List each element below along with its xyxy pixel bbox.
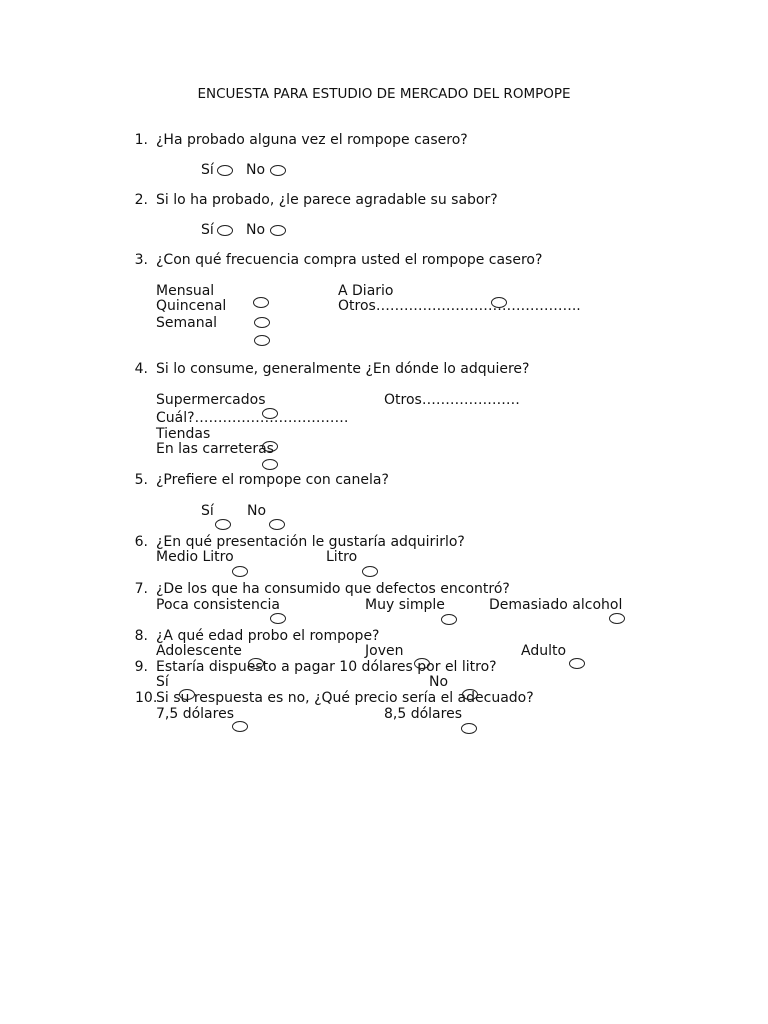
q5-option-yes-label: Sí <box>201 503 214 519</box>
q1-option-yes-radio[interactable] <box>217 165 233 176</box>
q10-option-8-5-radio[interactable] <box>461 723 477 734</box>
q7-option-too-much-alcohol-radio[interactable] <box>609 613 625 624</box>
q6-option-half-liter-label: Medio Litro <box>156 549 234 565</box>
q4-option-radio-3[interactable] <box>262 459 278 470</box>
q10-option-8-5-label: 8,5 dólares <box>384 706 462 722</box>
q2-option-no-label: No <box>246 222 266 238</box>
q3-number: 3. <box>134 252 148 268</box>
q3-option-radio-4[interactable] <box>491 297 507 308</box>
q4-option-supermarkets-label: Supermercados <box>156 392 266 408</box>
q10-option-7-5-radio[interactable] <box>232 721 248 732</box>
survey-title: ENCUESTA PARA ESTUDIO DE MERCADO DEL ROMPOPE <box>197 86 571 102</box>
q3-option-biweekly-label: Quincenal <box>156 298 227 314</box>
q5-number: 5. <box>134 472 148 488</box>
q7-option-too-simple-radio[interactable] <box>441 614 457 625</box>
q3-option-radio-3[interactable] <box>254 335 270 346</box>
q1-option-no-label: No <box>246 162 266 178</box>
q4-number: 4. <box>134 361 148 377</box>
q5-option-no-label: No <box>247 503 267 519</box>
q6-text: ¿En qué presentación le gustaría adquirirlo? <box>156 534 465 550</box>
q9-option-no-label: No <box>429 674 449 690</box>
q3-option-daily-label: A Diario <box>338 283 394 299</box>
q8-text: ¿A qué edad probo el rompope? <box>156 628 380 644</box>
q1-number: 1. <box>134 132 148 148</box>
q5-option-no-radio[interactable] <box>269 519 285 530</box>
q6-option-liter-radio[interactable] <box>362 566 378 577</box>
q4-option-which-label: Cuál?…………………………… <box>156 410 349 426</box>
q9-text: Estaría dispuesto a pagar 10 dólares por el litro? <box>156 659 497 675</box>
q5-option-yes-radio[interactable] <box>215 519 231 530</box>
q9-number: 9. <box>134 659 148 675</box>
q5-text: ¿Prefiere el rompope con canela? <box>156 472 389 488</box>
q4-option-radio-1[interactable] <box>262 408 278 419</box>
q8-option-adolescent-radio[interactable] <box>248 658 264 669</box>
q3-option-weekly-label: Semanal <box>156 315 218 331</box>
q7-option-too-simple-label: Muy simple <box>365 597 445 613</box>
q4-option-other-label: Otros………………… <box>384 392 520 408</box>
q7-text: ¿De los que ha consumido que defectos encontró? <box>156 581 510 597</box>
q6-number: 6. <box>134 534 148 550</box>
q1-option-yes-label: Sí <box>201 162 214 178</box>
q7-option-too-much-alcohol-label: Demasiado alcohol <box>489 597 623 613</box>
q2-text: Si lo ha probado, ¿le parece agradable su sabor? <box>156 192 498 208</box>
q3-option-other-label: Otros…………………………………….. <box>338 298 581 314</box>
q4-option-radio-2[interactable] <box>262 441 278 452</box>
q6-option-liter-label: Litro <box>326 549 358 565</box>
q2-option-yes-label: Sí <box>201 222 214 238</box>
q9-option-yes-radio[interactable] <box>179 689 195 700</box>
q6-option-half-liter-radio[interactable] <box>232 566 248 577</box>
q3-option-radio-2[interactable] <box>254 317 270 328</box>
q1-option-no-radio[interactable] <box>270 165 286 176</box>
q7-option-low-consistency-label: Poca consistencia <box>156 597 280 613</box>
q10-number: 10. <box>135 690 158 706</box>
q2-option-no-radio[interactable] <box>270 225 286 236</box>
q2-number: 2. <box>134 192 148 208</box>
q8-option-adult-radio[interactable] <box>569 658 585 669</box>
q3-text: ¿Con qué frecuencia compra usted el rompope casero? <box>156 252 543 268</box>
q9-option-yes-label: Sí <box>156 674 169 690</box>
q2-option-yes-radio[interactable] <box>217 225 233 236</box>
q8-option-adult-label: Adulto <box>521 643 567 659</box>
q4-option-stores-label: Tiendas <box>156 426 211 442</box>
q7-option-low-consistency-radio[interactable] <box>270 613 286 624</box>
q10-option-7-5-label: 7,5 dólares <box>156 706 234 722</box>
q8-number: 8. <box>134 628 148 644</box>
q8-option-young-label: Joven <box>365 643 404 659</box>
q8-option-adolescent-label: Adolescente <box>156 643 242 659</box>
q7-number: 7. <box>134 581 148 597</box>
q1-text: ¿Ha probado alguna vez el rompope casero? <box>156 132 468 148</box>
q10-text: Si su respuesta es no, ¿Qué precio sería el adecuado? <box>156 690 534 706</box>
q4-text: Si lo consume, generalmente ¿En dónde lo adquiere? <box>156 361 530 377</box>
q8-option-young-radio[interactable] <box>414 658 430 669</box>
q3-option-radio-1[interactable] <box>253 297 269 308</box>
q9-option-no-radio[interactable] <box>462 689 478 700</box>
q3-option-monthly-label: Mensual <box>156 283 215 299</box>
q4-option-roads-label: En las carreteras <box>156 441 274 457</box>
